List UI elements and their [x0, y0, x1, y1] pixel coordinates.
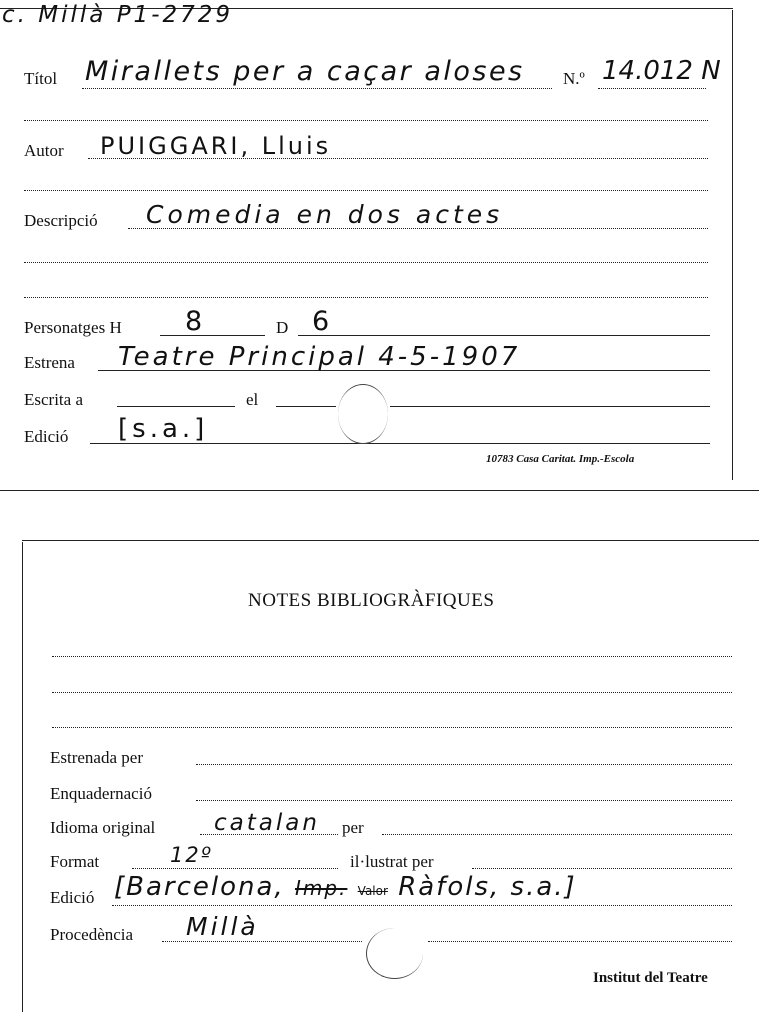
personatges-h-value: 8	[185, 306, 205, 337]
illustrat-label: il·lustrat per	[350, 852, 434, 871]
per-label: per	[342, 818, 364, 837]
personatges-d-line	[298, 335, 710, 336]
escrita-line	[117, 406, 235, 407]
titol-label: Títol	[24, 69, 58, 88]
titol-value: Mirallets per a caçar aloses	[85, 56, 525, 87]
card2-top-border	[22, 540, 759, 541]
autor-label: Autor	[24, 141, 64, 160]
personatges-d-value: 6	[312, 306, 332, 337]
card2-left-border	[22, 542, 23, 1012]
descripcio-value: Comedia en dos actes	[146, 200, 504, 229]
procedencia-line-2	[428, 941, 732, 942]
el-line-2	[390, 406, 710, 407]
numero-line	[598, 88, 706, 89]
personatges-d-label: D	[276, 318, 289, 337]
numero-label: N.º	[563, 69, 585, 88]
estrenada-line	[196, 764, 732, 765]
numero-value: 14.012 N	[602, 56, 721, 86]
institute-footer: Institut del Teatre	[593, 970, 708, 986]
format-value: 12º	[170, 843, 213, 867]
personatges-h-line	[160, 335, 265, 336]
notes-line-1	[52, 656, 732, 657]
enquadernacio-label: Enquadernació	[50, 784, 152, 803]
el-line	[276, 406, 336, 407]
escrita-label: Escrita a	[24, 390, 83, 409]
descripcio-label: Descripció	[24, 211, 98, 230]
edicio-value-start: [Barcelona,	[114, 872, 285, 902]
idioma-label: Idioma original	[50, 818, 156, 837]
estrena-value: Teatre Principal 4-5-1907	[118, 342, 521, 372]
autor-value: PUIGGARI, Lluis	[100, 132, 332, 160]
autor-line-2	[24, 190, 708, 191]
titol-line	[82, 88, 552, 89]
descripcio-line-3	[24, 297, 708, 298]
edicio-value-end: Ràfols, s.a.]	[398, 872, 577, 902]
edicio-label: Edició	[24, 427, 69, 446]
titol-line-2	[24, 120, 708, 121]
card1-right-border	[732, 10, 733, 480]
estrena-label: Estrena	[24, 353, 75, 372]
illustrat-line	[472, 868, 732, 869]
punch-hole	[338, 384, 388, 444]
printer-imprint: 10783 Casa Caritat. Imp.-Escola	[486, 453, 635, 465]
idioma-value: catalan	[214, 810, 320, 836]
estrenada-label: Estrenada per	[50, 748, 143, 767]
notes-line-2	[52, 692, 732, 693]
enquadernacio-line	[196, 800, 732, 801]
descripcio-line-2	[24, 262, 708, 263]
notes-line-3	[52, 727, 732, 728]
notes-heading: NOTES BIBLIOGRÀFIQUES	[248, 590, 495, 611]
personatges-h-label: Personatges H	[24, 318, 122, 337]
procedencia-line	[162, 941, 362, 942]
edicio-value-struck: Imp.	[294, 876, 348, 900]
punch-hole-2	[366, 928, 423, 979]
per-line	[382, 834, 732, 835]
card2-edicio-label: Edició	[50, 888, 95, 907]
card2-edicio-line	[112, 905, 732, 906]
procedencia-value: Millà	[186, 912, 259, 941]
el-label: el	[246, 390, 259, 409]
card2-edicio-value	[114, 872, 577, 902]
card1-top-note: c. Millà P1-2729	[2, 2, 234, 28]
card1-bottom-border	[0, 490, 759, 491]
format-label: Format	[50, 852, 100, 871]
procedencia-label: Procedència	[50, 925, 134, 944]
edicio-value-small: Valor	[357, 884, 388, 898]
format-line	[132, 868, 338, 869]
edicio-value: [s.a.]	[118, 414, 209, 444]
